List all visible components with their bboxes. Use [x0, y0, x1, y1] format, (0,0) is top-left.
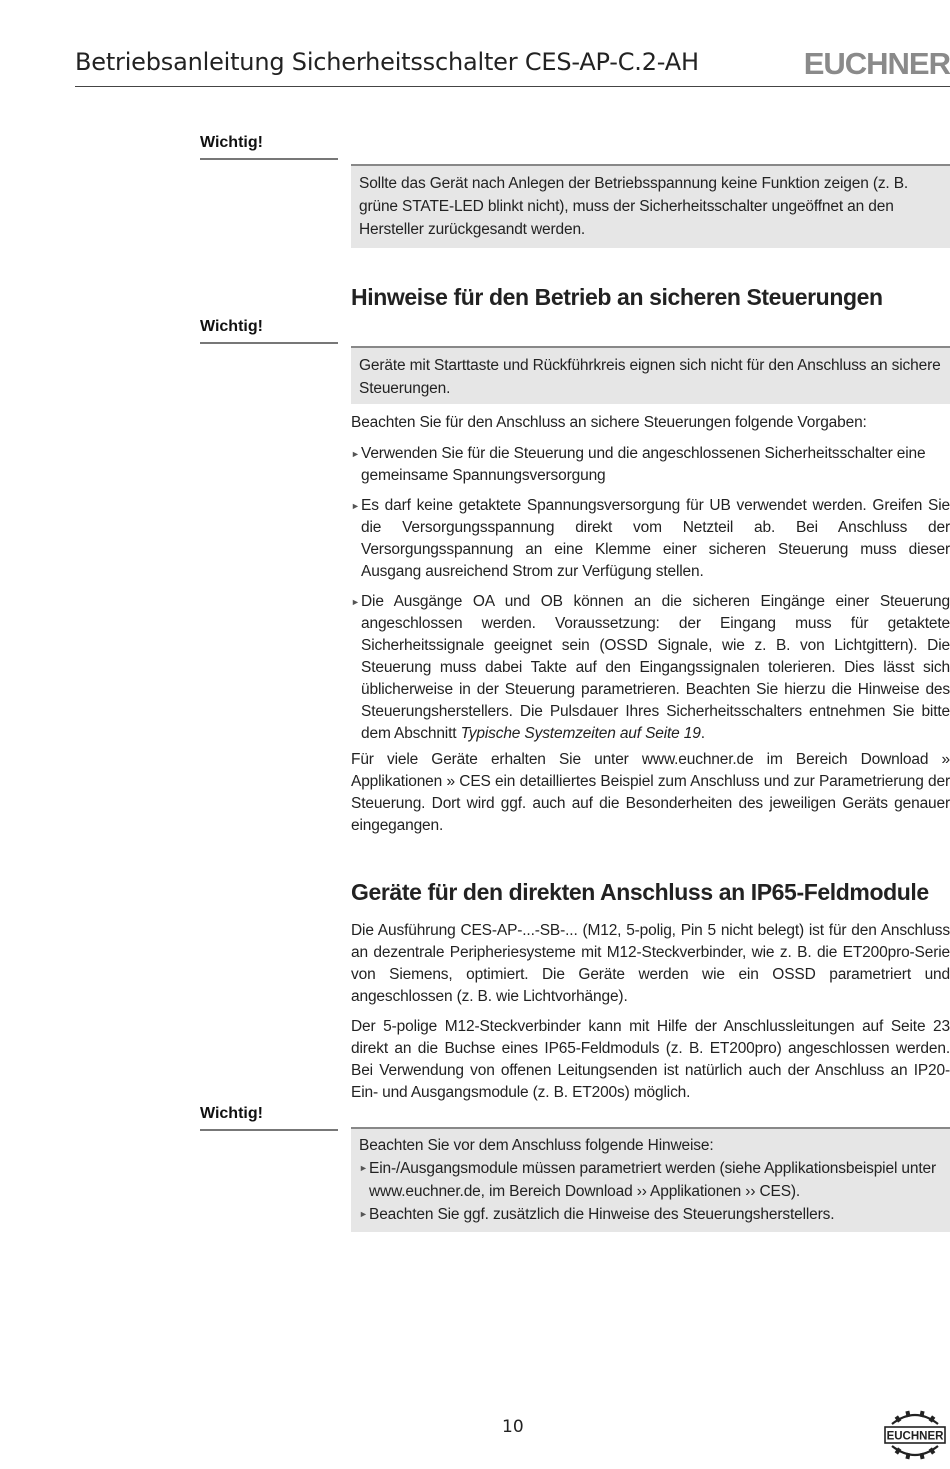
paragraph: Beachten Sie für den Anschluss an sichere Steuerungen folgende Vorgaben: [351, 414, 867, 431]
list-item-text: Beachten Sie ggf. zusätzlich die Hinweise des Steuerungsherstellers. [369, 1206, 835, 1223]
bullet-arrow-icon: ► [359, 1163, 368, 1173]
list-item-end: . [700, 725, 705, 742]
bullet-arrow-icon: ► [359, 1209, 368, 1219]
cross-reference: Typische Systemzeiten auf Seite 19 [460, 725, 701, 742]
note-text: Geräte mit Starttaste und Rückführkreis eignen sich nicht für den Anschluss an sichere Steuerungen. [359, 357, 941, 397]
important-note-box [351, 164, 950, 248]
brand-gear-logo [884, 1408, 946, 1462]
list-item-text: Verwenden Sie für die Steuerung und die angeschlossenen Sicherheitsschalter eine gemeinsame Spannungsversorgung [361, 445, 926, 484]
footer-logo-text: EUCHNER [886, 1430, 944, 1443]
bullet-arrow-icon: ► [351, 449, 360, 459]
page-number: 10 [502, 1417, 524, 1437]
section-heading: Geräte für den direkten Anschluss an IP65-Feldmodule [351, 879, 929, 905]
list-item [359, 1203, 943, 1226]
list-item [359, 1157, 943, 1203]
important-label: Wichtig! [200, 134, 338, 160]
brand-logo: EUCHNER [803, 46, 950, 81]
section-heading: Hinweise für den Betrieb an sicheren Steuerungen [351, 284, 883, 310]
note-text: Sollte das Gerät nach Anlegen der Betriebsspannung keine Funktion zeigen (z. B. grüne STATE-LED blinkt nicht), muss der Sicherheitsschalter ungeöffnet an den Hersteller zurückgesandt werden. [359, 175, 909, 238]
note-text: Beachten Sie vor dem Anschluss folgende Hinweise: [359, 1137, 714, 1154]
document-title: Betriebsanleitung Sicherheitsschalter CES-AP-C.2-AH [75, 48, 699, 76]
important-note-box [351, 346, 950, 404]
list-item [351, 495, 950, 583]
paragraph: Für viele Geräte erhalten Sie unter www.euchner.de im Bereich Download » Applikationen » CES ein detailliertes Beispiel zum Anschluss und zur Parametrierung der Steuerung. Dort wird ggf. auch auf die Besonderheiten des jeweiligen Geräts genauer eingegangen. [351, 751, 950, 834]
important-note-box [351, 1127, 950, 1232]
list-item-text: Die Ausgänge OA und OB können an die sicheren Eingänge einer Steuerung angeschlossen werden. Voraussetzung: der Eingang muss für getaktete Sicherheitssignale geeignet sein (OSSD Signale, wie z. B. von Lichtgittern). Die Steuerung muss dabei Takte auf den Eingangssignalen tolerieren. Dies lässt sich üblicherweise in der Steuerung parametrieren. Beachten Sie hierzu die Hinweise des Steuerungsherstellers. Die Pulsdauer Ihres Sicherheitsschalters entnehmen Sie bitte dem Abschnitt [361, 593, 950, 742]
list-item [351, 591, 950, 745]
paragraph: Der 5-polige M12-Steckverbinder kann mit Hilfe der Anschlussleitungen auf Seite 23 direkt an die Buchse eines IP65-Feldmoduls (z. B. ET200pro) angeschlossen werden. Bei Verwendung von offenen Leitungsenden ist natürlich auch der Anschluss an IP20-Ein- und Ausgangsmodule (z. B. ET200s) möglich. [351, 1018, 950, 1101]
list-item [351, 443, 950, 487]
important-label: Wichtig! [200, 1105, 338, 1131]
important-label: Wichtig! [200, 318, 338, 344]
bullet-arrow-icon: ► [351, 597, 360, 607]
paragraph: Die Ausführung CES-AP-...-SB-... (M12, 5-polig, Pin 5 nicht belegt) ist für den Anschluss an dezentrale Peripheriesysteme mit M12-Steckverbinder, wie z. B. die ET200pro-Serie von Siemens, optimiert. Die Geräte werden wie ein OSSD parametriert und angeschlossen (z. B. wie Lichtvorhänge). [351, 922, 950, 1005]
page-header [75, 46, 950, 87]
bullet-arrow-icon: ► [351, 501, 360, 511]
list-item-text: Ein-/Ausgangsmodule müssen parametriert werden (siehe Applikationsbeispiel unter www.euchner.de, im Bereich Download ›› Applikationen ›› CES). [369, 1160, 936, 1200]
list-item-text: Es darf keine getaktete Spannungsversorgung für UB verwendet werden. Greifen Sie die Versorgungsspannung direkt vom Netzteil ab. Bei Anschluss der Versorgungsspannung an eine Klemme einer sicheren Steuerung muss dieser Ausgang ausreichend Strom zur Verfügung stellen. [361, 497, 950, 580]
